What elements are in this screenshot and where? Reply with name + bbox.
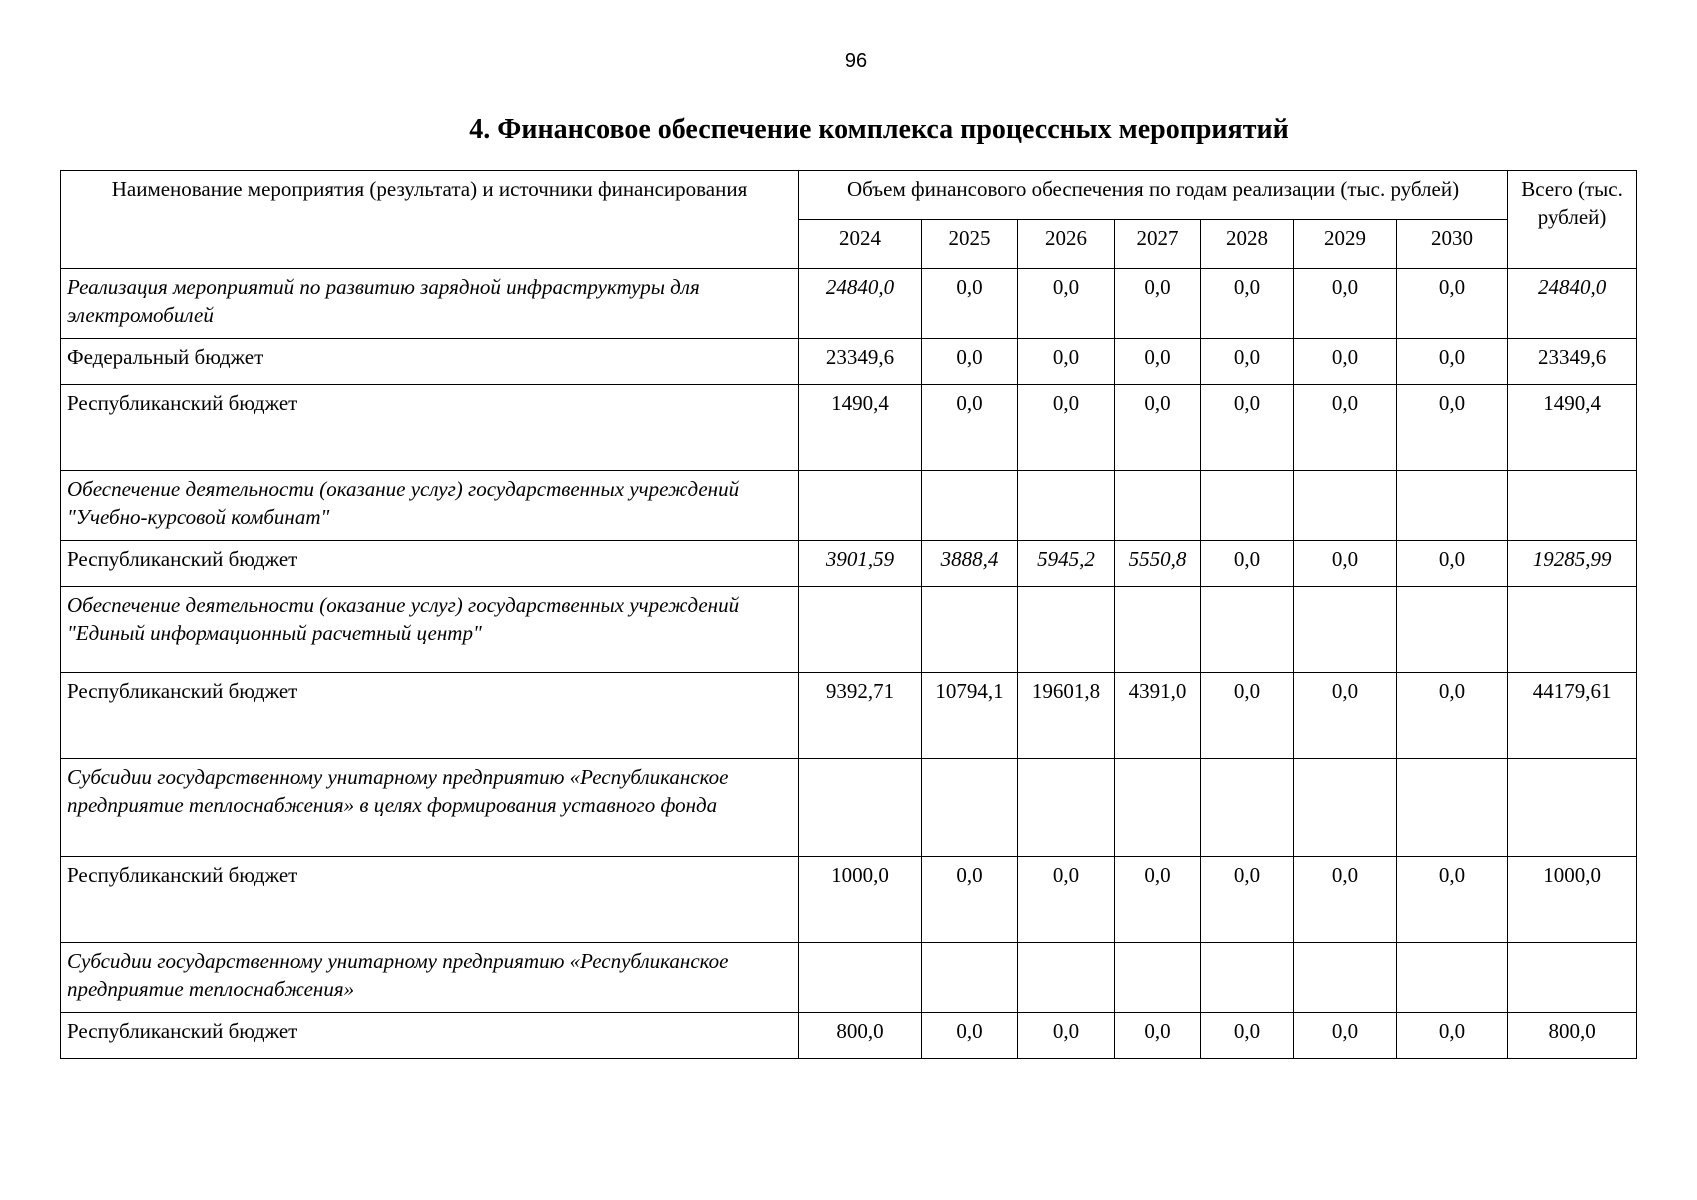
funding-source: Федеральный бюджет [61, 339, 799, 385]
value-cell [799, 587, 922, 673]
header-year: 2025 [922, 220, 1018, 269]
total-cell: 23349,6 [1508, 339, 1637, 385]
funding-source: Республиканский бюджет [61, 541, 799, 587]
value-cell [1294, 471, 1397, 541]
value-cell: 0,0 [1294, 857, 1397, 943]
header-year: 2026 [1018, 220, 1115, 269]
value-cell: 0,0 [1115, 385, 1201, 471]
table-row [61, 673, 1637, 759]
total-cell: 24840,0 [1508, 269, 1637, 339]
value-cell [799, 471, 922, 541]
value-cell: 0,0 [1115, 339, 1201, 385]
value-cell [1397, 759, 1508, 857]
value-cell: 0,0 [1397, 385, 1508, 471]
total-cell [1508, 759, 1637, 857]
value-cell [1018, 759, 1115, 857]
value-cell [1201, 759, 1294, 857]
value-cell: 0,0 [1294, 339, 1397, 385]
value-cell: 9392,71 [799, 673, 922, 759]
value-cell [1201, 471, 1294, 541]
total-cell: 1490,4 [1508, 385, 1637, 471]
table-row [61, 587, 1637, 673]
value-cell: 4391,0 [1115, 673, 1201, 759]
value-cell: 0,0 [1397, 1013, 1508, 1059]
header-volume-column: Объем финансового обеспечения по годам реализации (тыс. рублей) [799, 171, 1508, 220]
value-cell: 19601,8 [1018, 673, 1115, 759]
value-cell: 10794,1 [922, 673, 1018, 759]
header-year: 2027 [1115, 220, 1201, 269]
value-cell: 0,0 [1294, 269, 1397, 339]
value-cell [1115, 587, 1201, 673]
value-cell: 0,0 [1294, 385, 1397, 471]
table-row [61, 471, 1637, 541]
value-cell: 0,0 [1201, 339, 1294, 385]
header-year: 2030 [1397, 220, 1508, 269]
table-row [61, 269, 1637, 339]
value-cell [922, 471, 1018, 541]
total-cell [1508, 587, 1637, 673]
value-cell: 0,0 [1397, 673, 1508, 759]
header-year: 2029 [1294, 220, 1397, 269]
value-cell: 0,0 [922, 1013, 1018, 1059]
total-cell: 800,0 [1508, 1013, 1637, 1059]
value-cell: 0,0 [1115, 1013, 1201, 1059]
value-cell: 0,0 [1397, 269, 1508, 339]
activity-name: Обеспечение деятельности (оказание услуг) государственных учреждений "Единый информационный расчетный центр" [61, 587, 799, 673]
value-cell [1201, 943, 1294, 1013]
value-cell [1397, 587, 1508, 673]
value-cell [1115, 759, 1201, 857]
value-cell [799, 759, 922, 857]
value-cell [922, 759, 1018, 857]
page-number: 96 [844, 50, 868, 72]
financing-table [60, 170, 1637, 1059]
value-cell: 3888,4 [922, 541, 1018, 587]
value-cell: 0,0 [1294, 541, 1397, 587]
total-cell: 1000,0 [1508, 857, 1637, 943]
value-cell [1018, 587, 1115, 673]
total-cell [1508, 943, 1637, 1013]
value-cell: 0,0 [1397, 857, 1508, 943]
value-cell: 23349,6 [799, 339, 922, 385]
header-year: 2024 [799, 220, 922, 269]
value-cell: 0,0 [922, 385, 1018, 471]
activity-name: Субсидии государственному унитарному предприятию «Республиканское предприятие теплоснабжения» в целях формирования уставного фонда [61, 759, 799, 857]
value-cell: 0,0 [1018, 339, 1115, 385]
value-cell [1018, 471, 1115, 541]
activity-name: Субсидии государственному унитарному предприятию «Республиканское предприятие теплоснабжения» [61, 943, 799, 1013]
value-cell: 5550,8 [1115, 541, 1201, 587]
value-cell: 0,0 [922, 339, 1018, 385]
table-row [61, 541, 1637, 587]
value-cell: 0,0 [1018, 1013, 1115, 1059]
value-cell: 0,0 [1294, 673, 1397, 759]
value-cell: 0,0 [1397, 339, 1508, 385]
value-cell [1397, 471, 1508, 541]
funding-source: Республиканский бюджет [61, 857, 799, 943]
value-cell: 0,0 [1018, 857, 1115, 943]
table-row [61, 943, 1637, 1013]
value-cell [1397, 943, 1508, 1013]
header-year: 2028 [1201, 220, 1294, 269]
value-cell: 0,0 [1018, 385, 1115, 471]
header-total-column: Всего (тыс. рублей) [1508, 171, 1637, 269]
funding-source: Республиканский бюджет [61, 385, 799, 471]
value-cell: 0,0 [922, 269, 1018, 339]
activity-name: Реализация мероприятий по развитию зарядной инфраструктуры для электромобилей [61, 269, 799, 339]
value-cell [1294, 587, 1397, 673]
value-cell: 3901,59 [799, 541, 922, 587]
table-row [61, 385, 1637, 471]
section-title: 4. Финансовое обеспечение комплекса процессных мероприятий [469, 114, 1289, 145]
value-cell [1115, 471, 1201, 541]
table-row [61, 1013, 1637, 1059]
value-cell [1201, 587, 1294, 673]
total-cell: 44179,61 [1508, 673, 1637, 759]
value-cell [1018, 943, 1115, 1013]
value-cell: 0,0 [1201, 541, 1294, 587]
value-cell: 0,0 [1201, 1013, 1294, 1059]
value-cell: 5945,2 [1018, 541, 1115, 587]
value-cell [1115, 943, 1201, 1013]
table-row [61, 339, 1637, 385]
total-cell [1508, 471, 1637, 541]
value-cell: 1000,0 [799, 857, 922, 943]
funding-source: Республиканский бюджет [61, 673, 799, 759]
table-row [61, 857, 1637, 943]
value-cell: 0,0 [1115, 269, 1201, 339]
activity-name: Обеспечение деятельности (оказание услуг) государственных учреждений "Учебно-курсовой комбинат" [61, 471, 799, 541]
funding-source: Республиканский бюджет [61, 1013, 799, 1059]
value-cell: 0,0 [1397, 541, 1508, 587]
table-row [61, 759, 1637, 857]
value-cell: 800,0 [799, 1013, 922, 1059]
value-cell [922, 943, 1018, 1013]
value-cell: 24840,0 [799, 269, 922, 339]
value-cell [1294, 759, 1397, 857]
value-cell [922, 587, 1018, 673]
value-cell: 0,0 [1115, 857, 1201, 943]
value-cell: 0,0 [1018, 269, 1115, 339]
value-cell [1294, 943, 1397, 1013]
total-cell: 19285,99 [1508, 541, 1637, 587]
value-cell: 1490,4 [799, 385, 922, 471]
value-cell: 0,0 [1201, 385, 1294, 471]
value-cell [799, 943, 922, 1013]
value-cell: 0,0 [922, 857, 1018, 943]
value-cell: 0,0 [1201, 269, 1294, 339]
value-cell: 0,0 [1294, 1013, 1397, 1059]
value-cell: 0,0 [1201, 857, 1294, 943]
header-name-column: Наименование мероприятия (результата) и источники финансирования [61, 171, 799, 269]
value-cell: 0,0 [1201, 673, 1294, 759]
